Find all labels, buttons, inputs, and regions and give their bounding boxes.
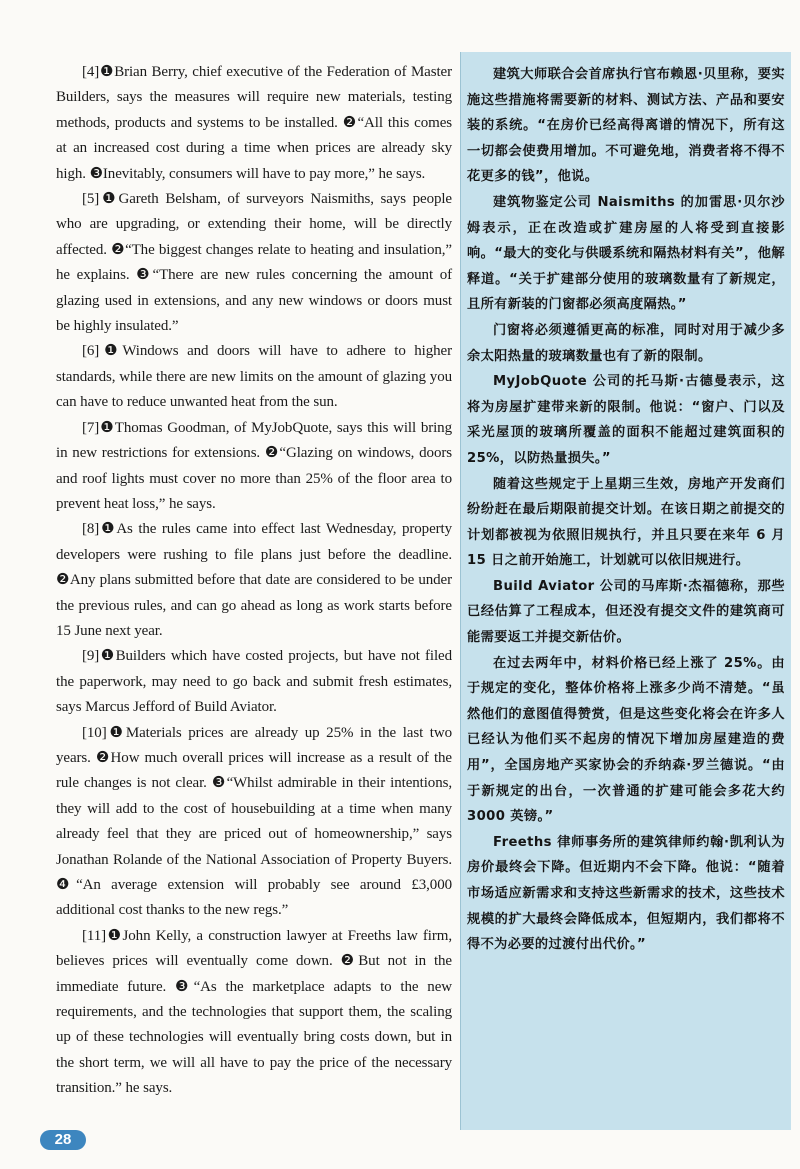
chinese-paragraph-7: MyJobQuote 公司的托马斯·古德曼表示，这将为房屋扩建带来新的限制。他说：“窗户、门以及采光屋顶的玻璃所覆盖的面积不能超过建筑面积的 25%，以防热量损失。”	[467, 374, 785, 466]
translation-panel	[460, 52, 791, 1130]
english-paragraph-5: [5]❶Gareth Belsham, of surveyors Naismiths, says people who are upgrading, or extending their home, will be directly affected. ❷“The biggest changes relate to heating and insulation,” he explains. ❸“There are new rules concerning the amount of glazing used in extensions, and any new windows or doors must be highly insulated.”	[56, 191, 452, 335]
chinese-paragraph-11: Freeths 律师事务所的建筑律师约翰·凯利认为房价最终会下降。但近期内不会下降。他说：“随着市场适应新需求和支持这些新需求的技术，这些技术规模的扩大最终会降低成本，但短期内，我们都将不得不为必要的过渡付出代价。”	[467, 834, 785, 953]
english-paragraph-7: [7]❶Thomas Goodman, of MyJobQuote, says this will bring in new restrictions for extensions. ❷“Glazing on windows, doors and roof lights must cover no more than 25% of the floor area to prevent heat loss,” he says.	[56, 419, 452, 512]
page-number-badge: 28	[40, 1130, 86, 1150]
chinese-paragraph-5: 建筑物鉴定公司 Naismiths 的加雷思·贝尔沙姆表示，正在改造或扩建房屋的人将受到直接影响。“最大的变化与供暖系统和隔热材料有关”，他解释道。“关于扩建部分使用的玻璃数量有了新规定，且所有新装的门窗都必须高度隔热。”	[467, 194, 785, 313]
english-paragraph-9: [9]❶Builders which have costed projects, but have not filed the paperwork, may need to go back and submit fresh estimates, says Marcus Jefford of Build Aviator.	[56, 648, 452, 716]
english-text-column	[56, 60, 452, 1102]
chinese-paragraph-8: 随着这些规定于上星期三生效，房地产开发商们纷纷赶在最后期限前提交计划。在该日期之前提交的计划都被视为依照旧规执行，并且只要在来年 6 月 15 日之前开始施工，计划就可以依旧规进行。	[467, 476, 785, 569]
english-paragraph-11: [11]❶John Kelly, a construction lawyer at Freeths law firm, believes prices will eventually come down. ❷But not in the immediate future. ❸“As the marketplace adapts to the new requirements, and the technologies that support them, the scaling up of these technologies will eventually bring costs down, but in the short term, we will all have to pay the price of the necessary transition.” he says.	[56, 927, 452, 1097]
english-paragraph-6: [6]❶Windows and doors will have to adhere to higher standards, while there are new limits on the amount of glazing you can have to reduce unwanted heat from the sun.	[56, 343, 452, 411]
english-paragraph-4: [4]❶Brian Berry, chief executive of the Federation of Master Builders, says the measures will require new materials, testing methods, products and systems to be installed. ❷“All this comes at an increased cost during a time when prices are already sky high. ❸Inevitably, consumers will have to pay more,” he says.	[56, 64, 452, 182]
chinese-paragraph-6: 门窗将必须遵循更高的标准，同时对用于减少多余太阳热量的玻璃数量也有了新的限制。	[467, 322, 785, 364]
chinese-paragraph-9: Build Aviator 公司的马库斯·杰福德称，那些已经估算了工程成本，但还没有提交文件的建筑商可能需要返工并提交新估价。	[467, 578, 785, 646]
english-paragraph-8: [8]❶As the rules came into effect last Wednesday, property developers were rushing to file plans just before the deadline. ❷Any plans submitted before that date are considered to be under the previous rules, and can go ahead as long as work starts before 15 June next year.	[56, 521, 452, 639]
english-paragraph-10: [10]❶Materials prices are already up 25% in the last two years. ❷How much overall prices will increase as a result of the rule changes is not clear. ❸“Whilst admirable in their intentions, they will add to the cost of housebuilding at a time when many already feel that they are priced out of homeownership,” says Jonathan Rolande of the National Association of Property Buyers. ❹“An average extension will probably see around £3,000 additional cost thanks to the new regs.”	[56, 724, 452, 919]
chinese-paragraph-10: 在过去两年中，材料价格已经上涨了 25%。由于规定的变化，整体价格将上涨多少尚不清楚。“虽然他们的意图值得赞赏，但是这些变化将会在许多人已经认为他们买不起房的情况下增加房屋建造的费用”，全国房地产买家协会的乔纳森·罗兰德说。“由于新规定的出台，一次普通的扩建可能会多花大约 3000 英镑。”	[467, 655, 785, 825]
chinese-paragraph-4: 建筑大师联合会首席执行官布赖恩·贝里称，要实施这些措施将需要新的材料、测试方法、产品和要安装的系统。“在房价已经高得离谱的情况下，所有这一切都会使费用增加。不可避免地，消费者将不得不花更多的钱”，他说。	[467, 67, 785, 185]
chinese-text-column	[467, 62, 785, 958]
